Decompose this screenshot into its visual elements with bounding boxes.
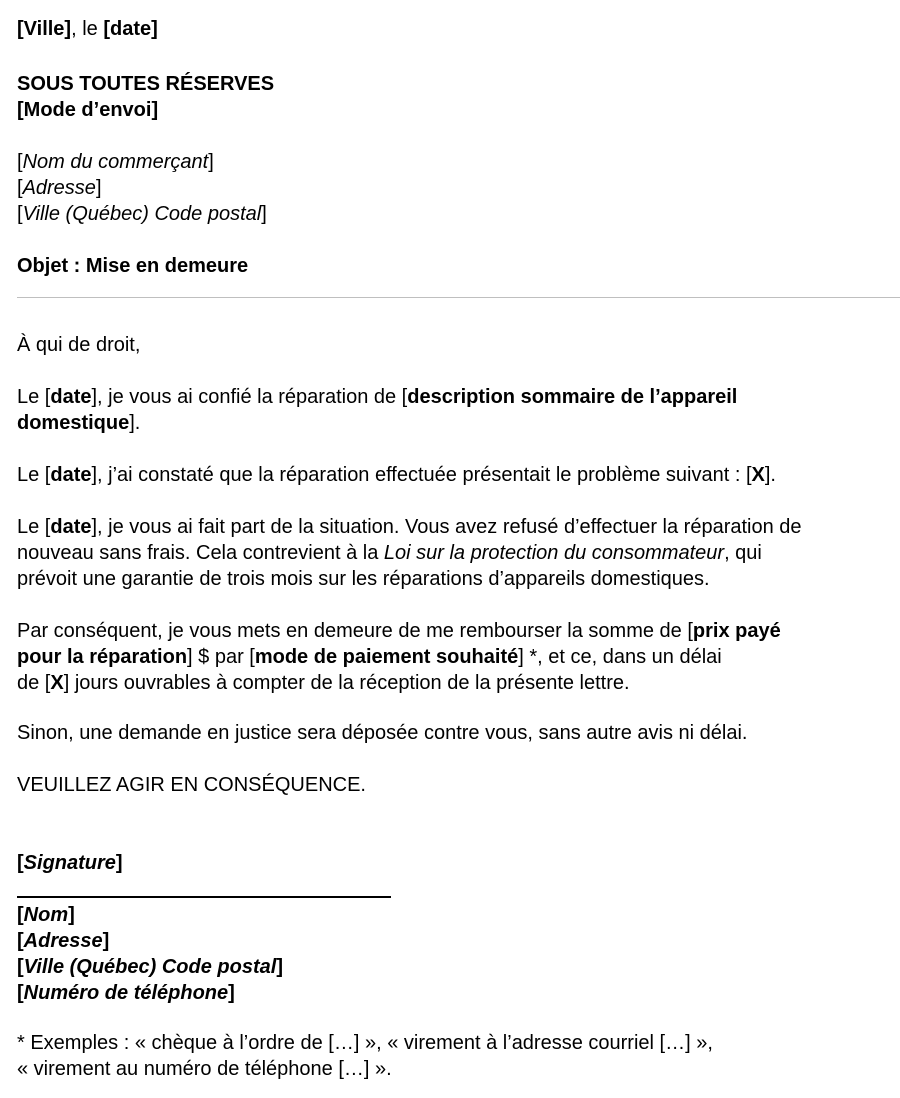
bracket-close: ] [102, 930, 110, 952]
paragraph-6 [17, 772, 900, 798]
recipient-city: Ville (Québec) Code postal [22, 203, 262, 225]
city-date-line [17, 16, 900, 42]
p4-line3-a: de [ [17, 672, 51, 694]
sender-block [17, 902, 900, 1006]
paragraph-2 [17, 462, 900, 488]
p1-description-1: description sommaire de l’appareil [407, 386, 738, 408]
p3-line2-b: , qui [724, 542, 762, 564]
p3-text-a: Le [ [17, 516, 51, 538]
salutation-block [17, 332, 900, 358]
p1-text-c: ]. [129, 412, 141, 434]
signature-line [17, 896, 391, 898]
bracket-open: [ [17, 203, 23, 225]
p4-line1-a: Par conséquent, je vous mets en demeure de me rembourser la somme de [ [17, 620, 693, 642]
bracket-close: ] [115, 852, 123, 874]
recipient-address-text: Adresse [22, 177, 96, 199]
sender-address: Adresse [23, 930, 103, 952]
city-placeholder: [Ville] [17, 18, 72, 40]
paragraph-4 [17, 618, 900, 696]
recipient-name: Nom du commerçant [22, 151, 209, 173]
footnote [17, 1030, 900, 1082]
p1-text-a: Le [ [17, 386, 51, 408]
p2-date: date [50, 464, 92, 486]
p4-line2-a: ] $ par [ [187, 646, 255, 668]
bracket-open: [ [17, 151, 23, 173]
bracket-close: ] [95, 177, 102, 199]
footnote-line-1: * Exemples : « chèque à l’ordre de […] », « virement à l’adresse courriel […] », [17, 1032, 713, 1054]
p4-line2-b: ] *, et ce, dans un délai [518, 646, 722, 668]
p2-text-b: ], j’ai constaté que la réparation effectuée présentait le problème suivant : [ [91, 464, 752, 486]
p4-line3-b: ] jours ouvrables à compter de la réception de la présente lettre. [63, 672, 630, 694]
bracket-close: ] [68, 904, 75, 926]
p4-mode-paiement: mode de paiement souhaité [254, 646, 519, 668]
signature-label: Signature [23, 852, 116, 874]
bracket-close: ] [228, 982, 235, 1004]
p4-prix-1: prix payé [692, 620, 781, 642]
p4-prix-2: pour la réparation [17, 646, 188, 668]
sender-city: Ville (Québec) Code postal [23, 956, 277, 978]
p4-x: X [50, 672, 64, 694]
bracket-open: [ [17, 982, 24, 1004]
p2-text-c: ]. [764, 464, 776, 486]
bracket-open: [ [17, 852, 24, 874]
sender-phone: Numéro de téléphone [23, 982, 229, 1004]
bracket-open: [ [17, 956, 24, 978]
signature-placeholder [17, 850, 900, 876]
footnote-line-2: « virement au numéro de téléphone […] ». [17, 1058, 392, 1080]
bracket-close: ] [261, 203, 267, 225]
sender-city-line [17, 954, 900, 980]
date-placeholder: [date] [103, 18, 158, 40]
subject-line: Objet : Mise en demeure [17, 255, 249, 277]
recipient-city-line [17, 201, 900, 227]
bracket-close: ] [276, 956, 283, 978]
p1-date: date [50, 386, 92, 408]
salutation: À qui de droit, [17, 334, 141, 356]
p3-date: date [50, 516, 92, 538]
p3-line2-a: nouveau sans frais. Cela contrevient à la [17, 542, 384, 564]
sender-name: Nom [23, 904, 69, 926]
p6-text: VEUILLEZ AGIR EN CONSÉQUENCE. [17, 774, 366, 796]
mode-envoi: [Mode d’envoi] [17, 99, 159, 121]
p5-text: Sinon, une demande en justice sera déposée contre vous, sans autre avis ni délai. [17, 722, 748, 744]
recipient-address [17, 149, 900, 227]
p3-text-b: ], je vous ai fait part de la situation. Vous avez refusé d’effectuer la réparation de [91, 516, 802, 538]
reserve-block [17, 71, 900, 123]
separator-rule [17, 297, 900, 298]
bracket-open: [ [17, 177, 23, 199]
p3-line3: prévoit une garantie de trois mois sur les réparations d’appareils domestiques. [17, 568, 710, 590]
p1-description-2: domestique [17, 412, 130, 434]
paragraph-5 [17, 720, 900, 746]
sender-address-line [17, 928, 900, 954]
p1-text-b: ], je vous ai confié la réparation de [ [91, 386, 408, 408]
p3-law-title: Loi sur la protection du consommateur [383, 542, 725, 564]
p2-x: X [751, 464, 765, 486]
p2-text-a: Le [ [17, 464, 51, 486]
date-separator: , le [71, 18, 104, 40]
sender-name-line [17, 902, 900, 928]
reserve-heading: SOUS TOUTES RÉSERVES [17, 73, 275, 95]
paragraph-1 [17, 384, 900, 436]
bracket-open: [ [17, 904, 24, 926]
bracket-close: ] [208, 151, 214, 173]
recipient-name-line [17, 149, 900, 175]
paragraph-3 [17, 514, 900, 592]
subject-block [17, 253, 900, 279]
recipient-address-line [17, 175, 900, 201]
sender-phone-line [17, 980, 900, 1006]
bracket-open: [ [17, 930, 24, 952]
